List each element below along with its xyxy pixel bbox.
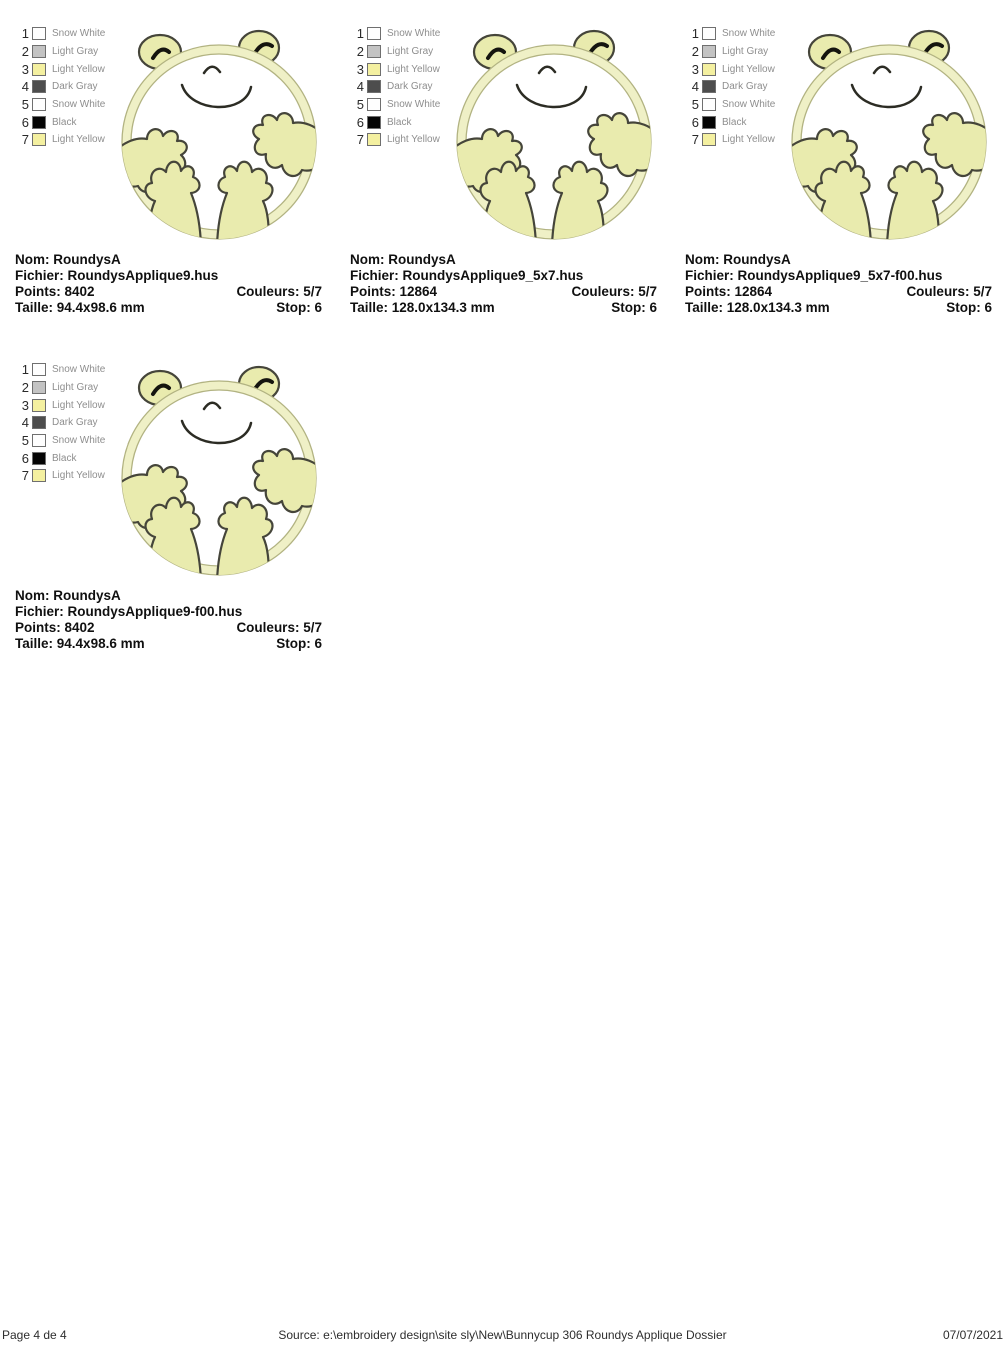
stop-count-value: 6 (314, 300, 322, 315)
thread-color-number: 5 (356, 97, 364, 113)
color-count (236, 284, 322, 300)
thread-color-swatch (32, 469, 46, 482)
size-stop-row (15, 636, 322, 652)
design-size (15, 300, 145, 316)
thread-color-swatch (367, 116, 381, 129)
thread-color-row (18, 96, 105, 114)
design-name-value: RoundysA (53, 588, 121, 603)
design-name-label: Nom: (350, 252, 385, 267)
design-size-value: 94.4x98.6 mm (56, 636, 145, 651)
thread-color-name: Black (722, 116, 747, 128)
thread-color-row (688, 78, 775, 96)
stitch-color-row (15, 284, 322, 300)
thread-color-swatch (702, 45, 716, 58)
thread-color-swatch (32, 363, 46, 376)
design-name-label: Nom: (15, 588, 50, 603)
design-name-row (685, 252, 992, 268)
thread-color-name: Snow White (52, 435, 106, 447)
thread-color-row (18, 449, 105, 467)
thread-color-number: 4 (691, 79, 699, 95)
thread-color-row (353, 25, 440, 43)
thread-color-row (18, 432, 105, 450)
thread-color-name: Light Yellow (722, 63, 775, 75)
design-info (350, 252, 657, 316)
design-info (685, 252, 992, 316)
color-count-value: 5/7 (973, 284, 992, 299)
stitch-count-value: 12864 (399, 284, 438, 299)
thread-color-swatch (367, 98, 381, 111)
thread-color-row (688, 113, 775, 131)
thread-color-swatch (702, 116, 716, 129)
thread-color-list (18, 361, 105, 485)
thread-color-row (18, 396, 105, 414)
thread-color-name: Snow White (52, 99, 106, 111)
design-size (350, 300, 495, 316)
thread-color-number: 4 (21, 79, 29, 95)
stop-count (611, 300, 657, 316)
frog-applique-image (119, 361, 321, 579)
frog-applique-image (789, 25, 991, 243)
thread-color-number: 7 (21, 132, 29, 148)
file-name-label: Fichier: (685, 268, 734, 283)
stop-count-value: 6 (649, 300, 657, 315)
color-count-label: Couleurs: (236, 284, 300, 299)
thread-color-row (688, 43, 775, 61)
thread-color-swatch (32, 434, 46, 447)
file-name-value: RoundysApplique9_5x7-f00.hus (737, 268, 943, 283)
thread-color-number: 2 (21, 44, 29, 60)
color-count (906, 284, 992, 300)
file-name-row (350, 268, 657, 284)
thread-color-swatch (32, 98, 46, 111)
thread-color-row (18, 467, 105, 485)
source-path: Source: e:\embroidery design\site sly\New\Bunnycup 306 Roundys Applique Dossier (278, 1328, 727, 1342)
stitch-color-row (685, 284, 992, 300)
stop-count-label: Stop: (276, 300, 311, 315)
stitch-count-value: 8402 (64, 620, 95, 635)
color-count-label: Couleurs: (236, 620, 300, 635)
design-card (0, 0, 335, 336)
thread-color-swatch (702, 98, 716, 111)
thread-color-name: Light Yellow (52, 399, 105, 411)
stop-count (946, 300, 992, 316)
design-name-value: RoundysA (53, 252, 121, 267)
design-name-value: RoundysA (388, 252, 456, 267)
thread-color-row (353, 113, 440, 131)
color-count-value: 5/7 (303, 284, 322, 299)
stitch-count-label: Points: (15, 620, 61, 635)
thread-color-name: Light Yellow (387, 134, 440, 146)
thread-color-row (18, 113, 105, 131)
thread-color-name: Light Yellow (52, 63, 105, 75)
thread-color-list (353, 25, 440, 149)
thread-color-swatch (702, 27, 716, 40)
print-date: 07/07/2021 (942, 1328, 1003, 1342)
thread-color-number: 1 (21, 362, 29, 378)
design-size-value: 128.0x134.3 mm (726, 300, 830, 315)
stop-count-value: 6 (314, 636, 322, 651)
thread-color-number: 6 (691, 114, 699, 130)
thread-color-row (18, 414, 105, 432)
thread-color-number: 6 (356, 114, 364, 130)
thread-color-swatch (32, 452, 46, 465)
thread-color-row (18, 131, 105, 149)
file-name-value: RoundysApplique9-f00.hus (67, 604, 243, 619)
design-size (685, 300, 830, 316)
stop-count (276, 636, 322, 652)
file-name-value: RoundysApplique9_5x7.hus (402, 268, 584, 283)
thread-color-swatch (702, 133, 716, 146)
thread-color-name: Light Yellow (52, 470, 105, 482)
design-info (15, 252, 322, 316)
thread-color-name: Snow White (387, 28, 441, 40)
thread-color-swatch (32, 27, 46, 40)
thread-color-number: 3 (356, 61, 364, 77)
thread-color-name: Snow White (387, 99, 441, 111)
thread-color-row (688, 96, 775, 114)
stitch-count-label: Points: (685, 284, 731, 299)
thread-color-name: Snow White (722, 28, 776, 40)
design-size-label: Taille: (685, 300, 724, 315)
color-count-value: 5/7 (303, 620, 322, 635)
design-size (15, 636, 145, 652)
stitch-count (15, 284, 95, 300)
color-count-label: Couleurs: (571, 284, 635, 299)
thread-color-row (18, 60, 105, 78)
file-name-value: RoundysApplique9.hus (67, 268, 219, 283)
thread-color-number: 2 (691, 44, 699, 60)
thread-color-number: 1 (691, 26, 699, 42)
thread-color-row (688, 131, 775, 149)
design-info (15, 588, 322, 652)
thread-color-swatch (32, 63, 46, 76)
thread-color-name: Dark Gray (52, 417, 98, 429)
thread-color-row (18, 379, 105, 397)
thread-color-number: 5 (21, 433, 29, 449)
thread-color-number: 2 (356, 44, 364, 60)
thread-color-number: 3 (21, 61, 29, 77)
thread-color-row (18, 43, 105, 61)
thread-color-swatch (367, 45, 381, 58)
thread-color-name: Light Yellow (387, 63, 440, 75)
thread-color-number: 3 (691, 61, 699, 77)
stitch-count-label: Points: (350, 284, 396, 299)
thread-color-number: 5 (691, 97, 699, 113)
page-number: Page 4 de 4 (2, 1328, 67, 1342)
design-name-row (15, 252, 322, 268)
stitch-count-value: 8402 (64, 284, 95, 299)
thread-color-number: 1 (21, 26, 29, 42)
thread-color-name: Light Gray (52, 382, 99, 394)
thread-color-swatch (367, 63, 381, 76)
design-size-label: Taille: (15, 300, 54, 315)
thread-color-swatch (367, 27, 381, 40)
thread-color-swatch (32, 116, 46, 129)
thread-color-swatch (32, 381, 46, 394)
design-size-value: 94.4x98.6 mm (56, 300, 145, 315)
thread-color-row (688, 60, 775, 78)
size-stop-row (685, 300, 992, 316)
file-name-label: Fichier: (350, 268, 399, 283)
thread-color-name: Dark Gray (387, 81, 433, 93)
stitch-count (15, 620, 95, 636)
stitch-count (685, 284, 772, 300)
thread-color-name: Snow White (52, 28, 106, 40)
file-name-row (685, 268, 992, 284)
file-name-row (15, 268, 322, 284)
thread-color-number: 6 (21, 114, 29, 130)
stitch-count-label: Points: (15, 284, 61, 299)
thread-color-swatch (32, 45, 46, 58)
thread-color-swatch (367, 80, 381, 93)
page-footer (0, 1328, 1005, 1343)
thread-color-name: Dark Gray (722, 81, 768, 93)
design-name-row (350, 252, 657, 268)
design-name-label: Nom: (15, 252, 50, 267)
thread-color-name: Light Yellow (722, 134, 775, 146)
thread-color-row (353, 60, 440, 78)
thread-color-number: 7 (21, 468, 29, 484)
thread-color-row (18, 25, 105, 43)
thread-color-swatch (367, 133, 381, 146)
thread-color-name: Light Gray (52, 46, 99, 58)
stop-count-label: Stop: (276, 636, 311, 651)
thread-color-number: 1 (356, 26, 364, 42)
file-name-label: Fichier: (15, 268, 64, 283)
stitch-count (350, 284, 437, 300)
thread-color-number: 7 (356, 132, 364, 148)
thread-color-row (353, 78, 440, 96)
stitch-count-value: 12864 (734, 284, 773, 299)
design-card (670, 0, 1005, 336)
stop-count-label: Stop: (611, 300, 646, 315)
size-stop-row (350, 300, 657, 316)
stop-count-value: 6 (984, 300, 992, 315)
thread-color-number: 4 (356, 79, 364, 95)
thread-color-swatch (702, 80, 716, 93)
stop-count-label: Stop: (946, 300, 981, 315)
thread-color-swatch (32, 133, 46, 146)
design-name-row (15, 588, 322, 604)
thread-color-name: Snow White (52, 364, 106, 376)
design-card (335, 0, 670, 336)
thread-color-number: 6 (21, 450, 29, 466)
thread-color-row (18, 78, 105, 96)
thread-color-list (688, 25, 775, 149)
stop-count (276, 300, 322, 316)
thread-color-row (18, 361, 105, 379)
frog-applique-image (454, 25, 656, 243)
thread-color-number: 2 (21, 380, 29, 396)
thread-color-swatch (32, 416, 46, 429)
thread-color-name: Black (52, 452, 77, 464)
thread-color-name: Dark Gray (52, 81, 98, 93)
thread-color-number: 4 (21, 415, 29, 431)
stitch-color-row (15, 620, 322, 636)
stitch-color-row (350, 284, 657, 300)
thread-color-name: Snow White (722, 99, 776, 111)
design-name-label: Nom: (685, 252, 720, 267)
thread-color-swatch (32, 399, 46, 412)
thread-color-number: 3 (21, 397, 29, 413)
thread-color-row (688, 25, 775, 43)
thread-color-row (353, 131, 440, 149)
thread-color-swatch (702, 63, 716, 76)
file-name-label: Fichier: (15, 604, 64, 619)
thread-color-swatch (32, 80, 46, 93)
thread-color-number: 7 (691, 132, 699, 148)
thread-color-list (18, 25, 105, 149)
thread-color-name: Light Gray (387, 46, 434, 58)
design-size-value: 128.0x134.3 mm (391, 300, 495, 315)
color-count (571, 284, 657, 300)
design-size-label: Taille: (15, 636, 54, 651)
thread-color-number: 5 (21, 97, 29, 113)
size-stop-row (15, 300, 322, 316)
color-count-label: Couleurs: (906, 284, 970, 299)
file-name-row (15, 604, 322, 620)
thread-color-row (353, 96, 440, 114)
design-size-label: Taille: (350, 300, 389, 315)
thread-color-name: Black (387, 116, 412, 128)
color-count (236, 620, 322, 636)
thread-color-name: Light Gray (722, 46, 769, 58)
thread-color-row (353, 43, 440, 61)
design-name-value: RoundysA (723, 252, 791, 267)
color-count-value: 5/7 (638, 284, 657, 299)
thread-color-name: Light Yellow (52, 134, 105, 146)
thread-color-name: Black (52, 116, 77, 128)
design-card (0, 336, 335, 672)
frog-applique-image (119, 25, 321, 243)
